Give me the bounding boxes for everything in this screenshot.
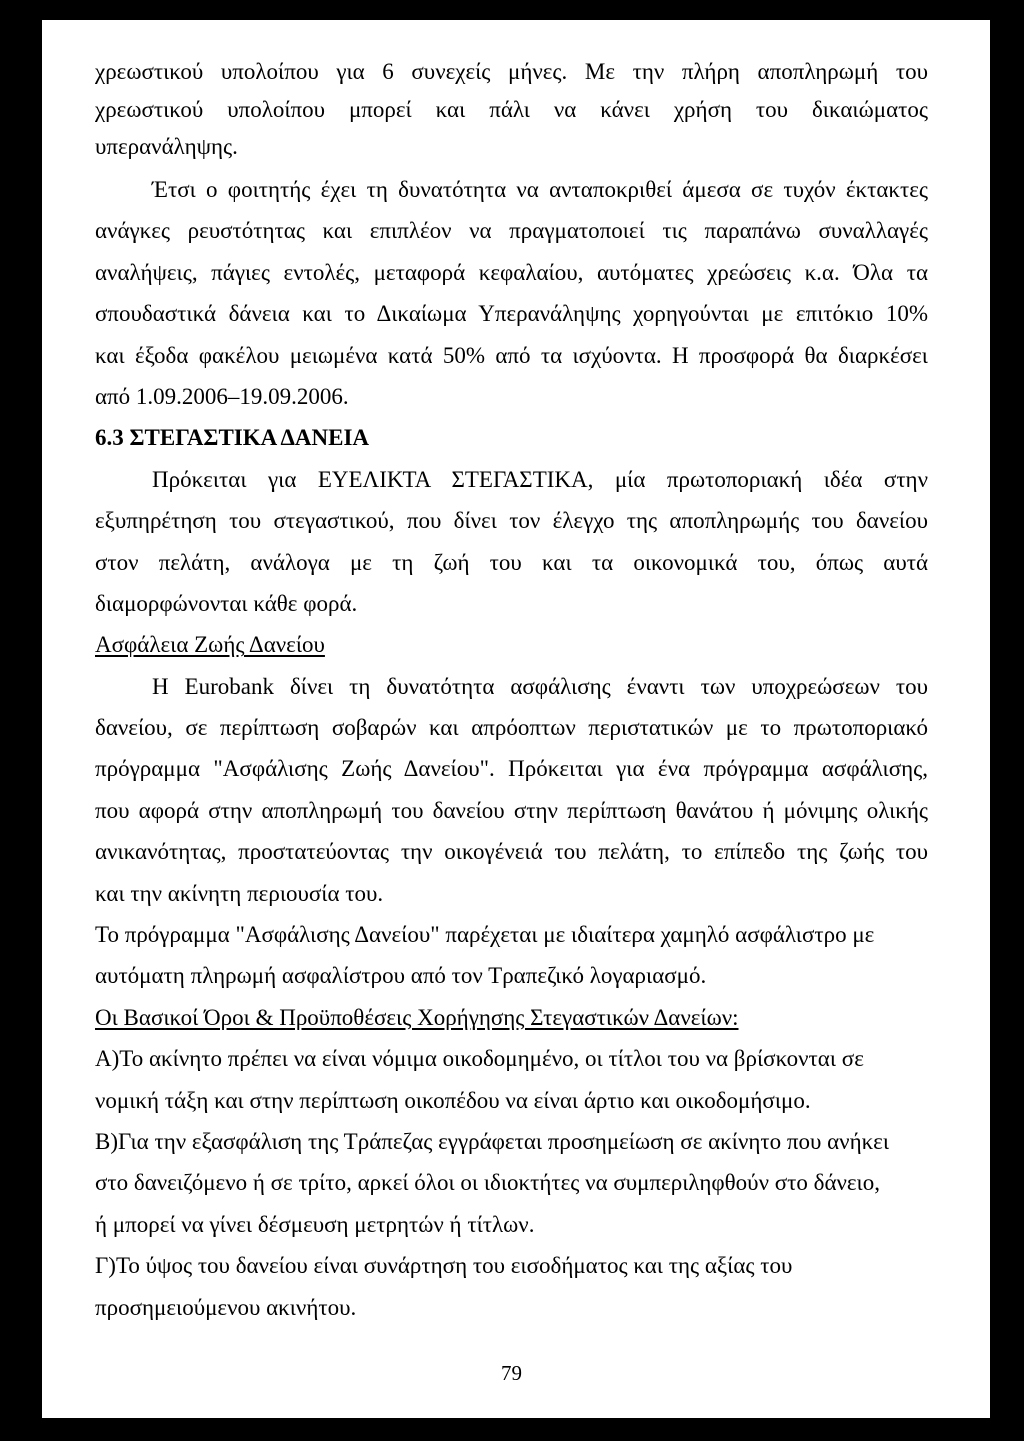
text-line: προσημειούμενου ακινήτου. (95, 1294, 357, 1320)
text-line: νομική τάξη και στην περίπτωση οικοπέδου να είναι άρτιο και οικοδομήσιμο. (95, 1087, 811, 1113)
text-line: πρόγραμμα "Ασφάλισης Ζωής Δανείου". Πρόκειται για ένα πρόγραμμα ασφάλισης, (95, 756, 928, 782)
intro-paragraph (95, 53, 928, 166)
text-line: Έτσι ο φοιτητής έχει τη δυνατότητα να ανταποκριθεί άμεσα σε τυχόν έκτακτες (152, 177, 928, 202)
document-body (95, 169, 928, 1328)
text-line: Η Eurobank δίνει τη δυνατότητα ασφάλισης έναντι των υποχρεώσεων του (152, 673, 928, 699)
text-line: ή μπορεί να γίνει δέσμευση μετρητών ή τίτλων. (95, 1211, 535, 1237)
text-line: στο δανειζόμενο ή σε τρίτο, αρκεί όλοι οι ιδιοκτήτες να συμπεριληφθούν στο δάνειο, (95, 1170, 880, 1196)
text-line: Β)Για την εξασφάλιση της Τράπεζας εγγράφεται προσημείωση σε ακίνητο που ανήκει (95, 1128, 890, 1154)
text-line: Α)Το ακίνητο πρέπει να είναι νόμιμα οικοδομημένο, οι τίτλοι του να βρίσκονται σε (95, 1046, 864, 1072)
text-line: που αφορά στην αποπληρωμή του δανείου στην περίπτωση θανάτου ή μόνιμης ολικής (95, 797, 928, 823)
text-line: Πρόκειται για ΕΥΕΛΙΚΤΑ ΣΤΕΓΑΣΤΙΚΑ, μία πρωτοποριακή ιδέα στην (152, 466, 928, 492)
text-line: ανάγκες ρευστότητας και επιπλέον να πραγματοποιεί τις παραπάνω συναλλαγές (95, 218, 928, 244)
text-line: και έξοδα φακέλου μειωμένα κατά 50% από τα ισχύοντα. Η προσφορά θα διαρκέσει (95, 342, 928, 368)
text-line: Το πρόγραμμα "Ασφάλισης Δανείου" παρέχεται με ιδιαίτερα χαμηλό ασφάλιστρο με (95, 922, 875, 948)
page-number: 79 (501, 1361, 522, 1385)
text-line: δανείου, σε περίπτωση σοβαρών και απρόοπτων περιστατικών με το πρωτοποριακό (95, 715, 928, 741)
text-line: από 1.09.2006–19.09.2006. (95, 383, 349, 409)
text-line: αναλήψεις, πάγιες εντολές, μεταφορά κεφαλαίου, αυτόματες χρεώσεις κ.α. Όλα τα (95, 259, 928, 285)
text-line: στον πελάτη, ανάλογα με τη ζωή του και τα οικονομικά του, όπως αυτά (95, 549, 928, 575)
text-line: χρεωστικού υπολοίπου μπορεί και πάλι να κάνει χρήση του δικαιώματος (95, 96, 928, 122)
subheading-text: Ασφάλεια Ζωής Δανείου (95, 632, 325, 658)
text-line: αυτόματη πληρωμή ασφαλίστρου από τον Τραπεζικό λογαριασμό. (95, 963, 707, 989)
text-line: χρεωστικού υπολοίπου για 6 συνεχείς μήνες. Με την πλήρη αποπληρωμή του (95, 59, 928, 84)
text-line: σπουδαστικά δάνεια και το Δικαίωμα Υπερανάληψης χορηγούνται με επιτόκιο 10% (95, 301, 928, 327)
text-line: υπερανάληψης. (95, 134, 238, 159)
text-line: διαμορφώνονται κάθε φορά. (95, 590, 358, 616)
text-line: ανικανότητας, προστατεύοντας την οικογένειά του πελάτη, το επίπεδο της ζωής του (95, 839, 928, 865)
subheading-text: Οι Βασικοί Όροι & Προϋποθέσεις Χορήγησης Στεγαστικών Δανείων: (95, 1004, 739, 1030)
text-line: και την ακίνητη περιουσία του. (95, 880, 384, 906)
text-line: Γ)Το ύψος του δανείου είναι συνάρτηση του εισοδήματος και της αξίας του (95, 1253, 793, 1279)
text-line: εξυπηρέτηση του στεγαστικού, που δίνει τον έλεγχο της αποπληρωμής του δανείου (95, 508, 928, 534)
subheading-terms (95, 997, 928, 1038)
subheading-life-insurance (95, 624, 928, 665)
section-heading: 6.3 ΣΤΕΓΑΣΤΙΚΑ ΔΑΝΕΙΑ (95, 425, 370, 451)
